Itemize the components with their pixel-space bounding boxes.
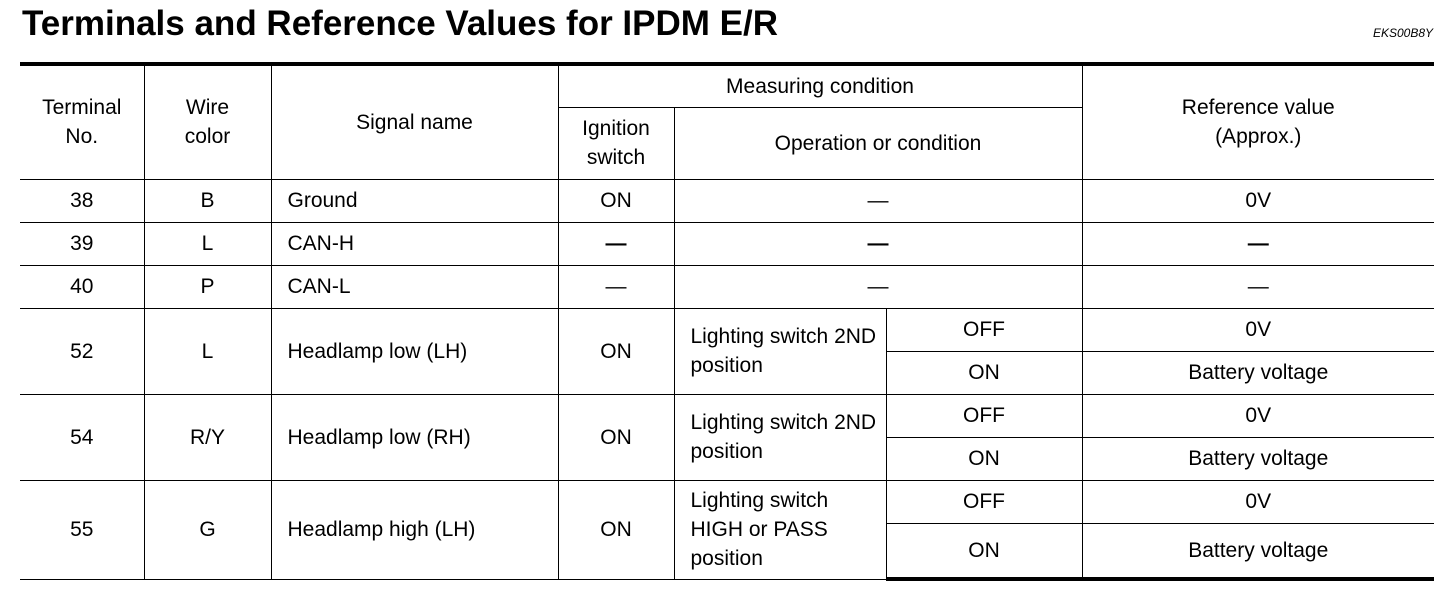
terminal-cell: 40 — [20, 265, 144, 308]
table-row — [20, 308, 1434, 351]
operation-cell: Lighting switch 2ND position — [674, 394, 886, 480]
state-cell: OFF — [886, 308, 1082, 351]
signal-name-cell: Headlamp high (LH) — [271, 480, 558, 579]
wire-color-cell: P — [144, 265, 271, 308]
terminal-cell: 38 — [20, 179, 144, 222]
reference-cell: 0V — [1082, 308, 1434, 351]
wire-color-cell: L — [144, 308, 271, 394]
terminal-cell: 39 — [20, 222, 144, 265]
operation-cell: Lighting switch HIGH or PASS position — [674, 480, 886, 579]
state-cell: ON — [886, 437, 1082, 480]
ignition-cell: — — [558, 265, 674, 308]
header-measuring-condition: Measuring condition — [558, 64, 1082, 107]
signal-name-cell: CAN-H — [271, 222, 558, 265]
signal-name-cell: Headlamp low (LH) — [271, 308, 558, 394]
state-cell: OFF — [886, 480, 1082, 523]
page-title: Terminals and Reference Values for IPDM E/R — [22, 4, 778, 43]
state-cell: OFF — [886, 394, 1082, 437]
ignition-cell: — — [558, 222, 674, 265]
reference-cell: 0V — [1082, 394, 1434, 437]
signal-name-cell: CAN-L — [271, 265, 558, 308]
reference-cell: — — [1082, 265, 1434, 308]
header-row — [20, 64, 1434, 107]
wire-color-cell: G — [144, 480, 271, 579]
header-signal-name: Signal name — [271, 64, 558, 179]
table-row — [20, 265, 1434, 308]
wire-color-cell: R/Y — [144, 394, 271, 480]
operation-cell: Lighting switch 2ND position — [674, 308, 886, 394]
state-cell: ON — [886, 523, 1082, 579]
operation-cell: — — [674, 265, 1082, 308]
table-row — [20, 222, 1434, 265]
table-row — [20, 480, 1434, 523]
reference-cell: — — [1082, 222, 1434, 265]
signal-name-cell: Headlamp low (RH) — [271, 394, 558, 480]
reference-cell: Battery voltage — [1082, 523, 1434, 579]
wire-color-cell: L — [144, 222, 271, 265]
table-row — [20, 179, 1434, 222]
reference-cell: Battery voltage — [1082, 351, 1434, 394]
header-ignition-switch: Ignition switch — [558, 107, 674, 179]
terminal-cell: 52 — [20, 308, 144, 394]
signal-name-cell: Ground — [271, 179, 558, 222]
ignition-cell: ON — [558, 308, 674, 394]
operation-cell: — — [674, 222, 1082, 265]
state-cell: ON — [886, 351, 1082, 394]
table-row — [20, 394, 1434, 437]
reference-cell: 0V — [1082, 179, 1434, 222]
terminals-table — [20, 62, 1434, 581]
header-terminal: Terminal No. — [20, 64, 144, 179]
wire-color-cell: B — [144, 179, 271, 222]
document-code: EKS00B8Y — [1372, 26, 1433, 40]
header-operation: Operation or condition — [674, 107, 1082, 179]
reference-cell: Battery voltage — [1082, 437, 1434, 480]
reference-cell: 0V — [1082, 480, 1434, 523]
header-wire-color: Wire color — [144, 64, 271, 179]
operation-cell: — — [674, 179, 1082, 222]
terminal-cell: 54 — [20, 394, 144, 480]
ignition-cell: ON — [558, 179, 674, 222]
ignition-cell: ON — [558, 480, 674, 579]
header-reference-value: Reference value (Approx.) — [1082, 64, 1434, 179]
ignition-cell: ON — [558, 394, 674, 480]
terminal-cell: 55 — [20, 480, 144, 579]
